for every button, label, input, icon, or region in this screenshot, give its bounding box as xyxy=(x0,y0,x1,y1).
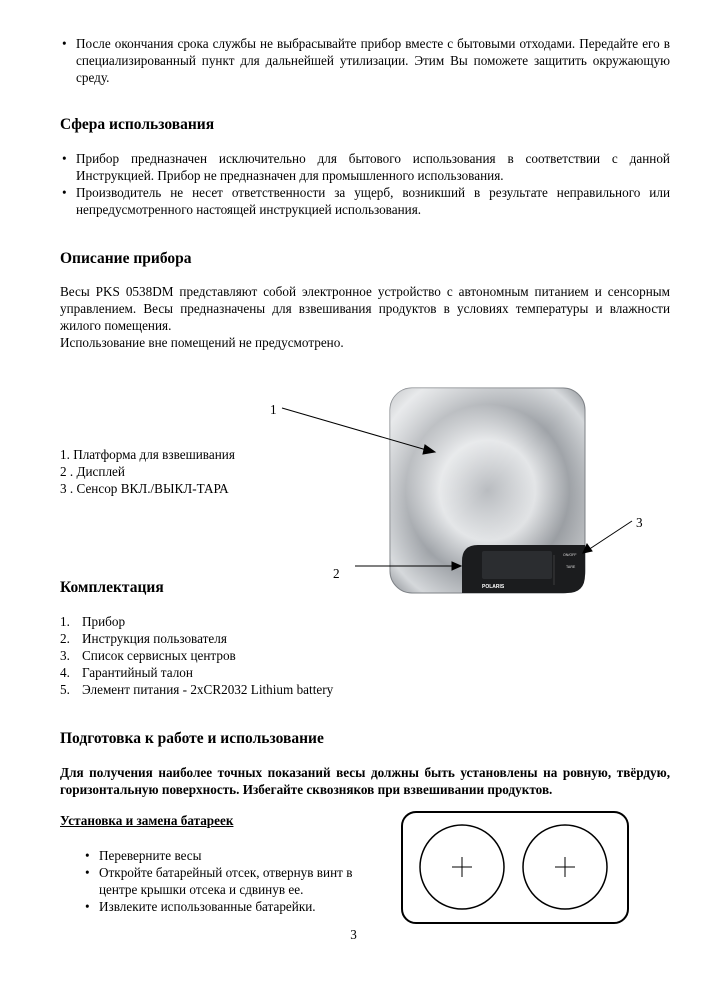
tare-sensor-label: TARE xyxy=(566,565,576,569)
callout-3: 3 xyxy=(636,515,643,530)
battery-compartment-diagram xyxy=(400,810,630,925)
contents-list xyxy=(60,613,333,698)
usage-list xyxy=(60,150,670,218)
list-item: • Производитель не несет ответственности за ущерб, возникший в результате неправильного или непредусмотренного настоящей инструкцией использования. xyxy=(60,184,670,218)
list-item: • После окончания срока службы не выбрасывайте прибор вместе с бытовыми отходами. Передайте его в специализированный пункт для дальнейшей утилизации. Этим Вы поможете защитить окружающую среду. xyxy=(60,35,670,86)
list-item: • Прибор предназначен исключительно для бытового использования в соответствии с данной Инструкцией. Прибор не предназначен для промышленного использования. xyxy=(60,150,670,184)
on-off-sensor-label: ON/OFF xyxy=(563,553,577,557)
page-number: 3 xyxy=(350,927,357,942)
callout-2: 2 xyxy=(333,566,340,581)
list-item: 2. Инструкция пользователя xyxy=(60,631,227,646)
list-item: 5. Элемент питания - 2xCR2032 Lithium battery xyxy=(60,682,334,697)
part-item-sensor: 3 . Сенсор ВКЛ./ВЫКЛ-ТАРА xyxy=(60,481,229,496)
section-title-contents: Комплектация xyxy=(60,579,164,596)
description-note: Использование вне помещений не предусмотрено. xyxy=(60,335,344,350)
battery-section-title: Установка и замена батареек xyxy=(60,813,234,828)
parts-list xyxy=(60,446,235,497)
part-item-platform: 1. Платформа для взвешивания xyxy=(60,447,235,462)
scale-illustration xyxy=(270,385,650,605)
disposal-list xyxy=(60,35,670,86)
battery-compartment-outline xyxy=(402,812,628,923)
list-item: • Переверните весы xyxy=(83,847,383,864)
callout-1: 1 xyxy=(270,402,277,417)
battery-slot-right xyxy=(523,825,607,909)
brand-logo: POLARIS xyxy=(482,584,505,590)
section-title-usage: Сфера использования xyxy=(60,116,215,133)
section-title-description: Описание прибора xyxy=(60,250,192,267)
battery-steps-list xyxy=(83,847,383,915)
preparation-bold-paragraph: Для получения наиболее точных показаний весы должны быть установлены на ровную, твёрдую, горизонтальную поверхность. Избегайте сквозняков при взвешивании продуктов. xyxy=(60,765,670,797)
list-item: 3. Список сервисных центров xyxy=(60,648,236,663)
list-item: • Извлеките использованные батарейки. xyxy=(83,898,383,915)
section-title-preparation: Подготовка к работе и использование xyxy=(60,730,324,747)
battery-slot-left xyxy=(420,825,504,909)
list-item: 4. Гарантийный талон xyxy=(60,665,193,680)
description-paragraph: Весы PKS 0538DM представляют собой электронное устройство с автономным питанием и сенсорным управлением. Весы предназначены для взвешивания продуктов в условиях температуры и влажности жилого помещения. xyxy=(60,284,670,333)
list-item: • Откройте батарейный отсек, отвернув винт в центре крышки отсека и сдвинув ее. xyxy=(83,864,383,898)
part-item-display: 2 . Дисплей xyxy=(60,464,125,479)
list-item: 1. Прибор xyxy=(60,614,126,629)
